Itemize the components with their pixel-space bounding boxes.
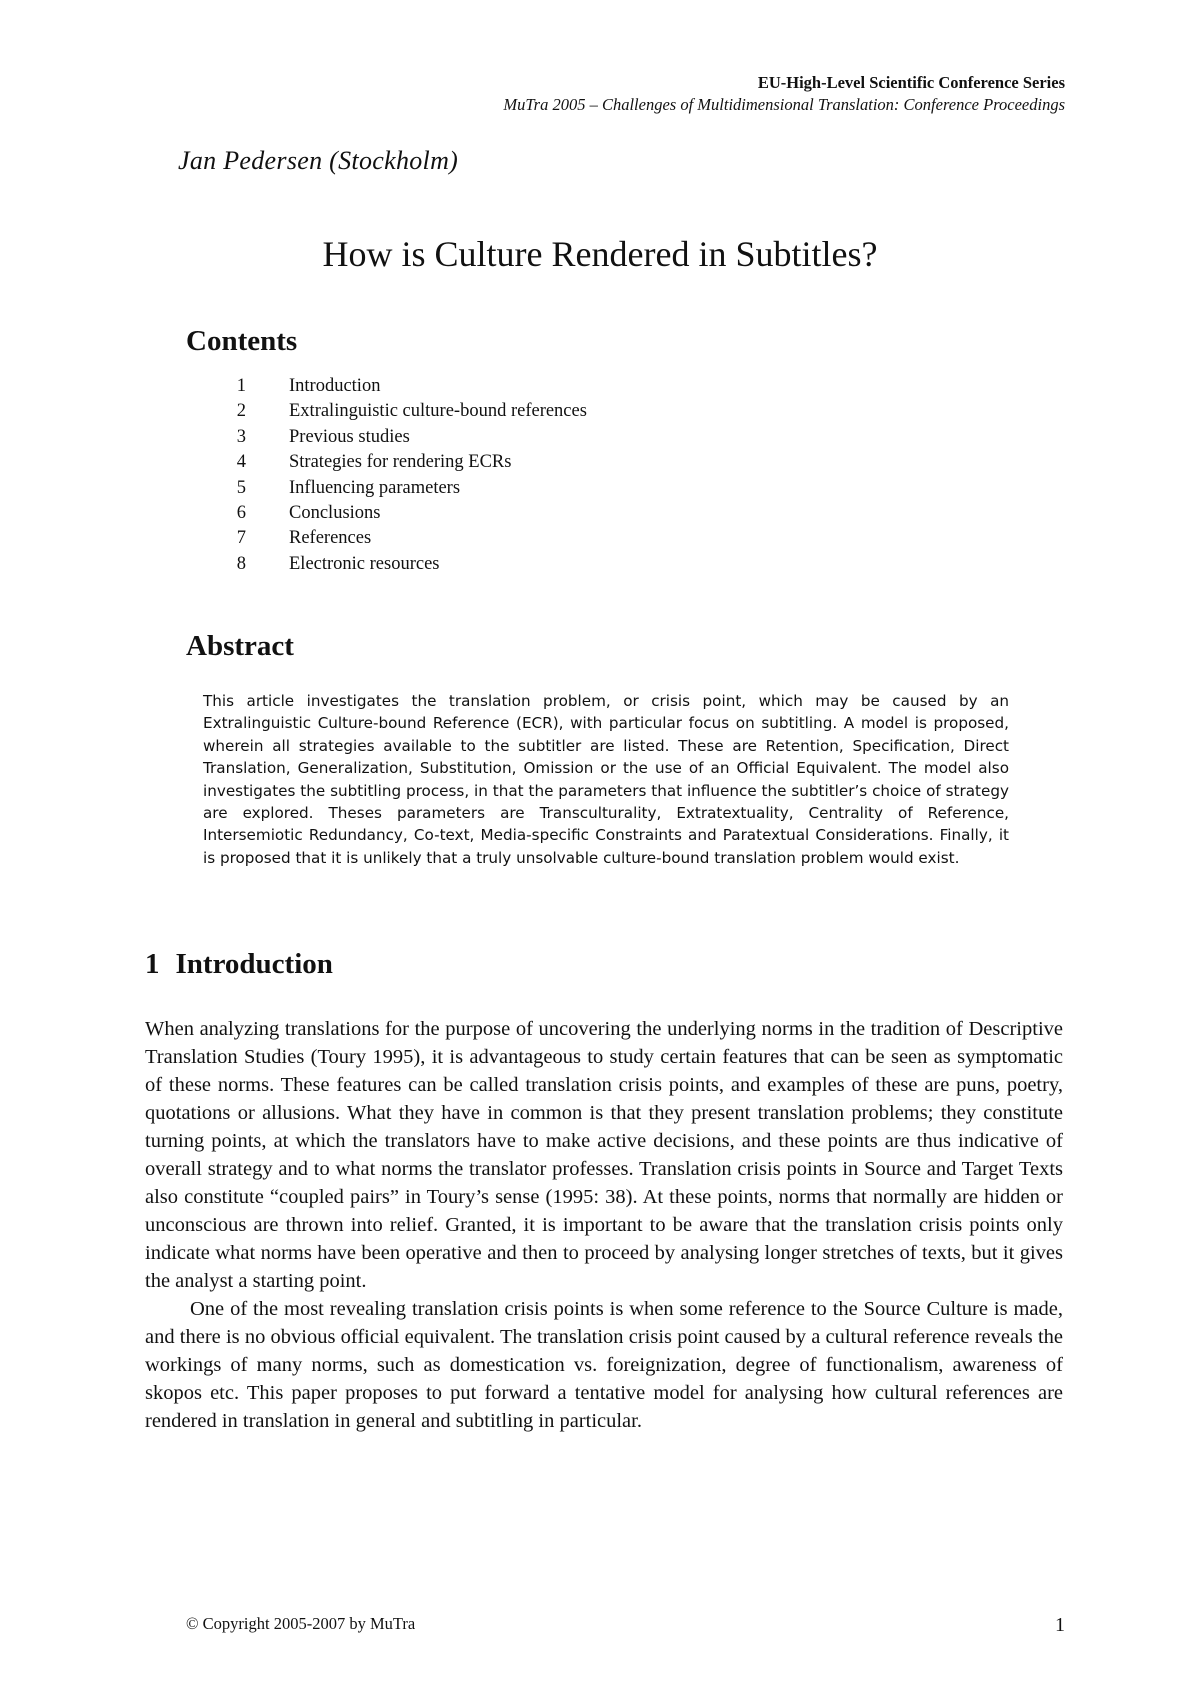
contents-heading: Contents	[186, 325, 298, 357]
toc-number: 3	[236, 426, 246, 447]
toc-item	[226, 476, 587, 501]
toc-number: 7	[236, 528, 246, 549]
toc-label: Extralinguistic culture-bound references	[289, 401, 587, 422]
toc-item	[226, 399, 587, 424]
toc-number: 6	[236, 503, 246, 524]
toc-item	[226, 450, 587, 475]
running-header	[503, 72, 1065, 116]
toc-number: 5	[236, 477, 246, 498]
body-paragraph: When analyzing translations for the purpose of uncovering the underlying norms in the tradition of Descriptive Translation Studies (Toury 1995), it is advantageous to study certain features that can be seen as symptomatic of these norms. These features can be called translation crisis points, and examples of these are puns, poetry, quotations or allusions. What they have in common is that they present translation problems; they constitute turning points, at which the translators have to make active decisions, and these points are thus indicative of overall strategy and to what norms the translator professes. Translation crisis points in Source and Target Texts also constitute “coupled pairs” in Toury’s sense (1995: 38). At these points, norms that normally are hidden or unconscious are thrown into relief. Granted, it is important to be aware that the translation crisis points only indicate what norms have been operative and then to proceed by analysing longer stretches of texts, but it gives the analyst a starting point.	[145, 1018, 1063, 1292]
page-number: 1	[1055, 1614, 1065, 1636]
toc-label: Electronic resources	[289, 553, 440, 574]
toc-number: 8	[236, 553, 246, 574]
toc-label: Previous studies	[289, 426, 410, 447]
toc-label: Strategies for rendering ECRs	[289, 452, 512, 473]
proceedings-title: MuTra 2005 – Challenges of Multidimensional Translation: Conference Proceedings	[503, 95, 1065, 114]
author-name: Jan Pedersen (Stockholm)	[178, 146, 459, 175]
toc-number: 4	[236, 452, 246, 473]
table-of-contents	[226, 374, 587, 577]
conference-series: EU-High-Level Scientific Conference Series	[757, 73, 1065, 92]
copyright-footer: © Copyright 2005-2007 by MuTra	[186, 1614, 416, 1633]
paper-title: How is Culture Rendered in Subtitles?	[322, 234, 878, 274]
section-body	[145, 1015, 1063, 1435]
toc-label: Influencing parameters	[289, 477, 461, 498]
toc-item	[226, 374, 587, 399]
toc-label: Introduction	[289, 376, 381, 396]
abstract-heading: Abstract	[186, 630, 294, 662]
abstract-text: This article investigates the translation problem, or crisis point, which may be caused by an Extralinguistic Culture-bound Reference (ECR), with particular focus on subtitling. A model is proposed, wherein all strategies available to the subtitler are listed. These are Retention, Specification, Direct Translation, Generalization, Substitution, Omission or the use of an Official Equivalent. The model also investigates the subtitling process, in that the parameters that influence the subtitler’s choice of strategy are explored. Theses parameters are Transculturality, Extratextuality, Centrality of Reference, Intersemiotic Redundancy, Co-text, Media-specific Constraints and Paratextual Considerations. Finally, it is proposed that it is unlikely that a truly unsolvable culture-bound translation problem would exist.	[203, 692, 1009, 867]
toc-label: Conclusions	[289, 503, 381, 524]
toc-item	[226, 501, 587, 526]
section-heading	[145, 948, 333, 981]
toc-number: 1	[236, 376, 246, 396]
body-paragraph: One of the most revealing translation crisis points is when some reference to the Source Culture is made, and there is no obvious official equivalent. The translation crisis point caused by a cultural reference reveals the workings of many norms, such as domestication vs. foreignization, degree of functionalism, awareness of skopos etc. This paper proposes to put forward a tentative model for analysing how cultural references are rendered in translation in general and subtitling in particular.	[145, 1298, 1063, 1432]
section-title: Introduction	[175, 948, 333, 980]
toc-item	[226, 526, 587, 551]
toc-number: 2	[236, 401, 246, 422]
toc-item	[226, 552, 587, 577]
toc-item	[226, 425, 587, 450]
section-number: 1	[145, 948, 160, 980]
toc-label: References	[289, 528, 372, 549]
